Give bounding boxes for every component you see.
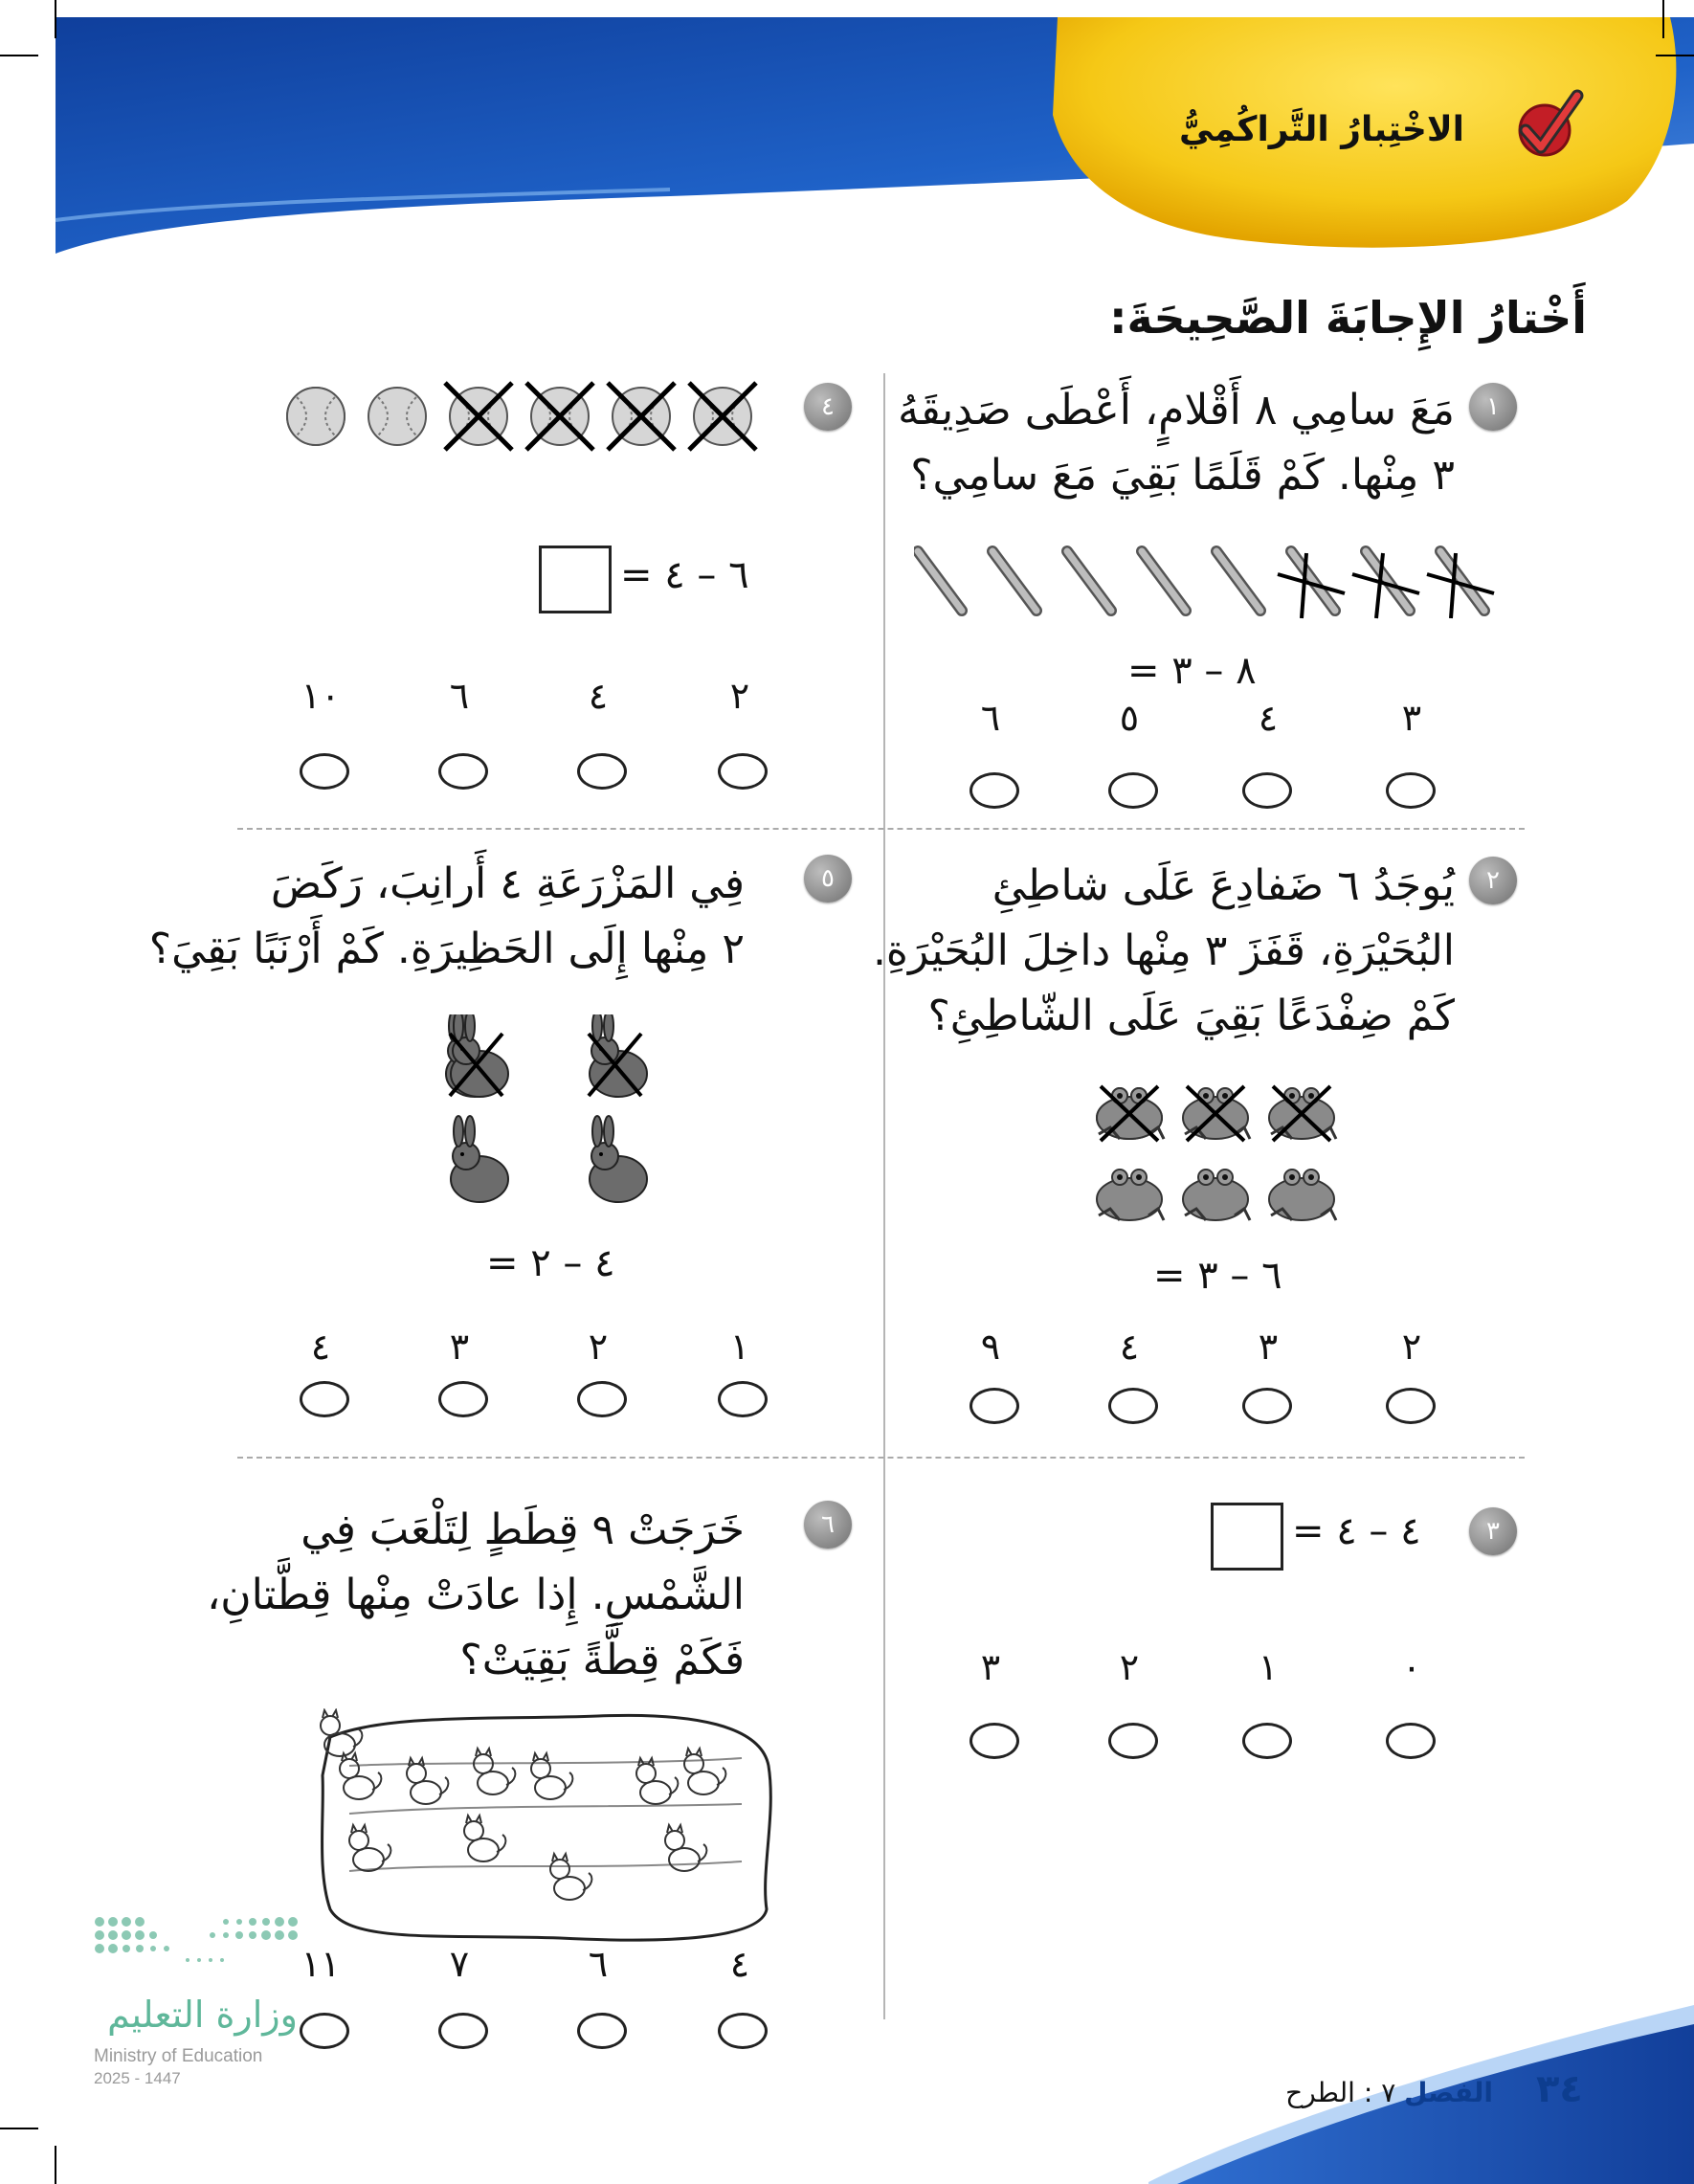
option-label: ٥ <box>1119 697 1140 739</box>
answer-bubble[interactable] <box>718 1381 768 1417</box>
option-label: ٦ <box>449 675 470 717</box>
answer-bubble[interactable] <box>1108 1723 1158 1759</box>
question-text: فِي المَزْرَعَةِ ٤ أَرانِبَ، رَكَضَ ٢ مِنْها إِلَى الحَظِيرَةِ. كَمْ أَرْنَبًا بَقِيَ؟ <box>148 859 745 973</box>
option-label: ١١ <box>301 1943 341 1985</box>
option-label: ٤ <box>310 1326 331 1368</box>
question-text: يُوجَدُ ٦ ضَفادِعَ عَلَى شاطِئِ البُحَيْرَةِ، قَفَزَ ٣ مِنْها داخِلَ البُحَيْرَةِ. كَمْ ضِفْدَعًا بَقِيَ عَلَى الشّاطِئِ؟ <box>872 861 1455 1040</box>
option-label: ٤ <box>729 1943 750 1985</box>
question-text: خَرَجَتْ ٩ قِطَطٍ لِتَلْعَبَ فِي الشَّمْسِ. إِذا عادَتْ مِنْها قِطَّتانِ، فَكَمْ قِطَّةً بَقِيَتْ؟ <box>207 1505 745 1684</box>
option-label: ٣ <box>1258 1326 1279 1368</box>
answer-bubble[interactable] <box>970 772 1019 809</box>
question-number: ١ <box>1469 383 1517 431</box>
question-number: ٣ <box>1469 1507 1517 1555</box>
answer-bubble[interactable] <box>300 753 349 790</box>
option-label: ٣ <box>980 1646 1001 1688</box>
header-title: الاخْتِبارُ التَّراكُمِيُّ <box>1178 110 1464 149</box>
option-label: ٦ <box>588 1943 609 1985</box>
answer-bubble[interactable] <box>300 1381 349 1417</box>
ministry-name-arabic: وزارة التعليم <box>107 1994 298 2036</box>
option-label: ١ <box>1258 1646 1279 1688</box>
pencils-illustration <box>914 546 1498 622</box>
equation: ٦ – ٤ = <box>620 553 749 597</box>
answer-bubble[interactable] <box>1108 772 1158 809</box>
page-number: ٣٤ <box>1536 2067 1583 2111</box>
chapter-number: ٧ <box>1381 2077 1396 2108</box>
equation: ٤ – ٤ = <box>1292 1509 1421 1553</box>
option-label: ١٠ <box>301 675 341 717</box>
option-label: ٤ <box>588 675 609 717</box>
question-number: ٢ <box>1469 857 1517 904</box>
equation: ٨ – ٣ = <box>1127 649 1257 693</box>
row-divider <box>237 1457 1525 1459</box>
instructions: أَخْتارُ الإِجابَةَ الصَّحِيحَةَ: <box>1109 292 1587 344</box>
option-label: ٢ <box>588 1326 609 1368</box>
option-label: ٧ <box>449 1943 470 1985</box>
option-label: ٤ <box>1258 697 1279 739</box>
answer-bubble[interactable] <box>1386 772 1436 809</box>
option-label: ٢ <box>1119 1646 1140 1688</box>
answer-bubble[interactable] <box>577 1381 627 1417</box>
ministry-year: 2025 - 1447 <box>94 2069 181 2087</box>
answer-bubble[interactable] <box>970 1723 1019 1759</box>
footer-chapter <box>1285 2077 1493 2108</box>
baseballs-illustration <box>282 378 761 455</box>
option-label: ٢ <box>1401 1326 1422 1368</box>
answer-bubble[interactable] <box>1386 1723 1436 1759</box>
question-number: ٥ <box>804 855 852 903</box>
option-label: ٣ <box>1401 697 1422 739</box>
answer-bubble[interactable] <box>970 1388 1019 1424</box>
option-label: ٩ <box>980 1326 1001 1368</box>
answer-bubble[interactable] <box>438 753 488 790</box>
row-divider <box>237 828 1525 830</box>
answer-bubble[interactable] <box>1108 1388 1158 1424</box>
equation: ٤ – ٢ = <box>486 1241 615 1285</box>
question-number: ٤ <box>804 383 852 431</box>
option-label: ٣ <box>449 1326 470 1368</box>
equation: ٦ – ٣ = <box>1153 1254 1282 1298</box>
option-label: ١ <box>729 1326 750 1368</box>
answer-box[interactable] <box>539 546 612 613</box>
question-text: مَعَ سامِي ٨ أَقْلامٍ، أَعْطَى صَدِيقَهُ ٣ مِنْها. كَمْ قَلَمًا بَقِيَ مَعَ سامِي؟ <box>898 386 1455 500</box>
footer-banner <box>0 1952 1694 2184</box>
column-divider <box>883 373 885 2019</box>
answer-bubble[interactable] <box>438 1381 488 1417</box>
answer-bubble[interactable] <box>1242 772 1292 809</box>
answer-bubble[interactable] <box>1242 1388 1292 1424</box>
chapter-label: الفصل <box>1404 2077 1493 2108</box>
rabbits-illustration <box>440 1014 660 1211</box>
option-label: ٦ <box>980 697 1001 739</box>
cats-illustration <box>311 1708 780 1948</box>
answer-bubble[interactable] <box>1386 1388 1436 1424</box>
answer-bubble[interactable] <box>1242 1723 1292 1759</box>
option-label: ٢ <box>729 675 750 717</box>
option-label: ٠ <box>1401 1646 1422 1688</box>
answer-bubble[interactable] <box>718 753 768 790</box>
answer-bubble[interactable] <box>577 753 627 790</box>
answer-box[interactable] <box>1211 1503 1283 1571</box>
ministry-name-english: Ministry of Education <box>94 2046 263 2066</box>
option-label: ٤ <box>1119 1326 1140 1368</box>
question-number: ٦ <box>804 1501 852 1549</box>
frogs-illustration <box>1091 1081 1349 1230</box>
chapter-title: : الطرح <box>1285 2077 1373 2108</box>
